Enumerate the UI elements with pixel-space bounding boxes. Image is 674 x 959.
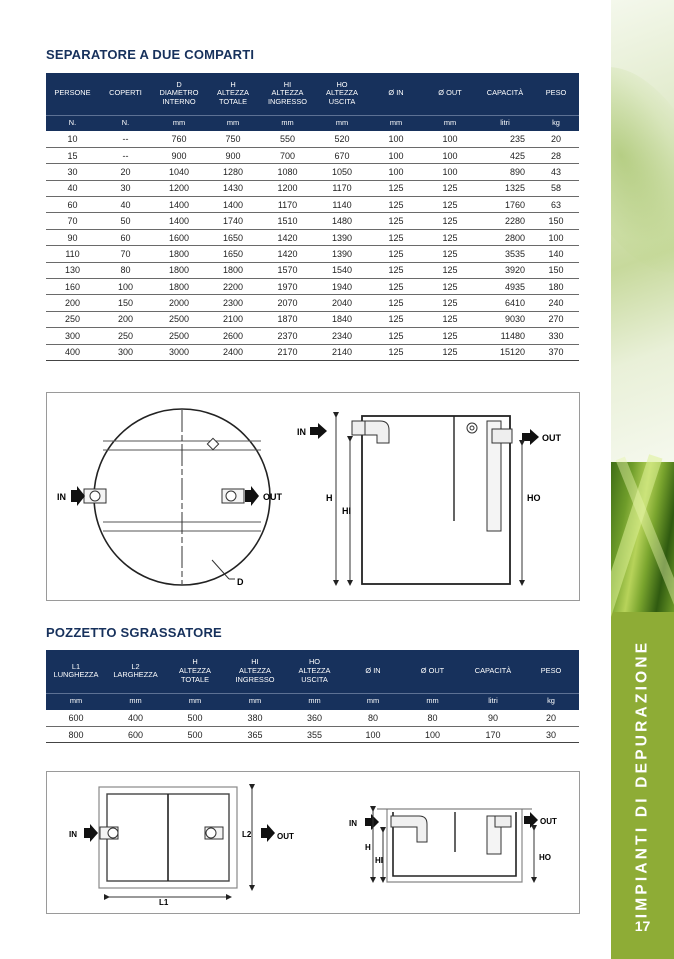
table-cell: 125 (369, 262, 423, 278)
table-cell: 1840 (315, 311, 369, 327)
section-ho-label: HO (527, 493, 541, 503)
table-row (46, 328, 579, 344)
table-cell: 1800 (152, 279, 206, 295)
table-cell: 100 (423, 131, 477, 147)
table-cell: 125 (369, 197, 423, 213)
sep-header-6: Ø IN (369, 73, 423, 115)
pozzetto-hi-label: HI (375, 856, 383, 865)
table-row (46, 726, 579, 742)
table-cell: 2800 (477, 229, 533, 245)
table-cell: 550 (260, 131, 315, 147)
table-cell: 370 (533, 344, 579, 360)
table-cell: 11480 (477, 328, 533, 344)
table-cell: 125 (369, 328, 423, 344)
table-cell: 125 (423, 279, 477, 295)
poz-unit-8: kg (523, 693, 579, 710)
table-cell: 9030 (477, 311, 533, 327)
table-cell: 2070 (260, 295, 315, 311)
table-cell: 40 (99, 197, 152, 213)
table-cell: 100 (533, 229, 579, 245)
sep-header-1: COPERTI (99, 73, 152, 115)
table-row (46, 197, 579, 213)
poz-header-0: L1 LUNGHEZZA (46, 650, 106, 693)
sep-unit-4: mm (260, 115, 315, 131)
table-cell: 1390 (315, 246, 369, 262)
section-h-label: H (326, 493, 333, 503)
table-cell: 3920 (477, 262, 533, 278)
page-number: 17 (634, 918, 651, 934)
table-cell: 2040 (315, 295, 369, 311)
table-cell: 1570 (260, 262, 315, 278)
table-cell: 125 (369, 246, 423, 262)
table-cell: 125 (423, 213, 477, 229)
pozzetto-plan-in-label: IN (69, 830, 77, 839)
sep-header-7: Ø OUT (423, 73, 477, 115)
table-cell: 58 (533, 180, 579, 196)
table-cell: 1650 (206, 229, 260, 245)
table-cell: 2500 (152, 328, 206, 344)
table-cell: 425 (477, 147, 533, 163)
table-cell: 1600 (152, 229, 206, 245)
poz-unit-0: mm (46, 693, 106, 710)
table-cell: 800 (46, 726, 106, 742)
table-cell: 70 (99, 246, 152, 262)
table-cell: 125 (369, 213, 423, 229)
table-cell: 125 (423, 197, 477, 213)
table-cell: 100 (423, 147, 477, 163)
table-cell: 1400 (152, 197, 206, 213)
plan-out-label: OUT (263, 492, 282, 502)
section-out-label: OUT (542, 433, 561, 443)
table-cell: 125 (423, 344, 477, 360)
table-row (46, 131, 579, 147)
table-cell: 365 (225, 726, 285, 742)
table-cell: 80 (99, 262, 152, 278)
table-cell: 170 (463, 726, 523, 742)
table-cell: 500 (165, 710, 225, 726)
table-row (46, 213, 579, 229)
table-cell: 355 (285, 726, 344, 742)
sep-unit-8: litri (477, 115, 533, 131)
table-cell: 1420 (260, 246, 315, 262)
pozzetto-units-row (46, 693, 579, 710)
table-cell: 1280 (206, 164, 260, 180)
table-cell: 1400 (206, 197, 260, 213)
table-cell: 140 (533, 246, 579, 262)
table-cell: 240 (533, 295, 579, 311)
table-cell: 1325 (477, 180, 533, 196)
section-hi-label: HI (342, 506, 351, 516)
table-cell: 200 (99, 311, 152, 327)
pozzetto-body (46, 710, 579, 743)
poz-header-8: PESO (523, 650, 579, 693)
table-cell: 2170 (260, 344, 315, 360)
poz-unit-7: litri (463, 693, 523, 710)
table-cell: 1650 (206, 246, 260, 262)
sep-header-2: D DIAMETRO INTERNO (152, 73, 206, 115)
separatore-drawing (47, 393, 579, 600)
table-cell: 130 (46, 262, 99, 278)
sep-unit-7: mm (423, 115, 477, 131)
table-row (46, 295, 579, 311)
poz-header-6: Ø OUT (402, 650, 463, 693)
table-cell: 100 (344, 726, 402, 742)
section-in-label: IN (297, 427, 306, 437)
sep-header-0: PERSONE (46, 73, 99, 115)
sep-unit-9: kg (533, 115, 579, 131)
table-cell: 43 (533, 164, 579, 180)
table-cell: 750 (206, 131, 260, 147)
table-cell: 125 (423, 311, 477, 327)
table-cell: 150 (533, 213, 579, 229)
table-cell: 160 (46, 279, 99, 295)
table-cell: 2000 (152, 295, 206, 311)
table-cell: 1970 (260, 279, 315, 295)
poz-header-7: CAPACITÀ (463, 650, 523, 693)
poz-unit-1: mm (106, 693, 165, 710)
sep-unit-2: mm (152, 115, 206, 131)
table-cell: 10 (46, 131, 99, 147)
table-row (46, 279, 579, 295)
poz-unit-6: mm (402, 693, 463, 710)
pozzetto-section-in-arrow-icon (365, 814, 379, 830)
pozzetto-section-in-label: IN (349, 819, 357, 828)
table-cell: 360 (285, 710, 344, 726)
table-cell: 1740 (206, 213, 260, 229)
separatore-body (46, 131, 579, 360)
plan-in-label: IN (57, 492, 66, 502)
table-cell: 125 (369, 295, 423, 311)
table-cell: 125 (369, 279, 423, 295)
sep-unit-0: N. (46, 115, 99, 131)
sep-unit-6: mm (369, 115, 423, 131)
table-cell: 100 (369, 164, 423, 180)
sep-header-4: HI ALTEZZA INGRESSO (260, 73, 315, 115)
table-cell: 1200 (152, 180, 206, 196)
table-cell: 125 (369, 344, 423, 360)
pozzetto-drawing (47, 772, 579, 913)
table-cell: 40 (46, 180, 99, 196)
table-cell: 900 (206, 147, 260, 163)
table-cell: 125 (423, 295, 477, 311)
table-cell: 20 (99, 164, 152, 180)
table-cell: 1040 (152, 164, 206, 180)
table-cell: 30 (46, 164, 99, 180)
table-cell: 380 (225, 710, 285, 726)
pozzetto-l1-label: L1 (159, 898, 169, 907)
table-cell: 90 (463, 710, 523, 726)
table-cell: 1800 (152, 262, 206, 278)
leaf-photo-top (611, 0, 674, 470)
table-cell: 2340 (315, 328, 369, 344)
table-cell: 1420 (260, 229, 315, 245)
table-cell: 600 (46, 710, 106, 726)
table-cell: 60 (46, 197, 99, 213)
poz-header-2: H ALTEZZA TOTALE (165, 650, 225, 693)
table-cell: 300 (46, 328, 99, 344)
table-cell: 100 (423, 164, 477, 180)
table-cell: 125 (423, 246, 477, 262)
sep-unit-3: mm (206, 115, 260, 131)
sep-header-9: PESO (533, 73, 579, 115)
poz-header-3: HI ALTEZZA INGRESSO (225, 650, 285, 693)
table-cell: 2300 (206, 295, 260, 311)
table-cell: 30 (99, 180, 152, 196)
table-cell: 2600 (206, 328, 260, 344)
table-cell: 1390 (315, 229, 369, 245)
pozzetto-in-arrow-icon (84, 824, 98, 842)
table-cell: 520 (315, 131, 369, 147)
in-arrow-icon (71, 486, 85, 506)
separatore-table (46, 73, 579, 361)
table-cell: 125 (369, 229, 423, 245)
separatore-units-row (46, 115, 579, 131)
table-cell: 90 (46, 229, 99, 245)
table-cell: 30 (523, 726, 579, 742)
pozzetto-ho-label: HO (539, 853, 551, 862)
table-row (46, 246, 579, 262)
table-cell: 28 (533, 147, 579, 163)
poz-unit-5: mm (344, 693, 402, 710)
table-cell: 250 (46, 311, 99, 327)
table-cell: -- (99, 147, 152, 163)
table-cell: 2400 (206, 344, 260, 360)
table-cell: 270 (533, 311, 579, 327)
table-cell: 200 (46, 295, 99, 311)
table-row (46, 164, 579, 180)
table-cell: 180 (533, 279, 579, 295)
table-cell: 2500 (152, 311, 206, 327)
sidebar-title (611, 639, 674, 918)
table-cell: 63 (533, 197, 579, 213)
table-cell: 125 (369, 180, 423, 196)
table-cell: 1760 (477, 197, 533, 213)
separatore-header-row (46, 73, 579, 115)
table-row (46, 311, 579, 327)
pozzetto-table (46, 650, 579, 743)
table-cell: 20 (523, 710, 579, 726)
poz-header-4: HO ALTEZZA USCITA (285, 650, 344, 693)
sep-header-3: H ALTEZZA TOTALE (206, 73, 260, 115)
table-cell: 125 (423, 262, 477, 278)
table-cell: 670 (315, 147, 369, 163)
table-cell: 3535 (477, 246, 533, 262)
table-cell: 1540 (315, 262, 369, 278)
plan-d-label: D (237, 577, 244, 587)
table-cell: 2100 (206, 311, 260, 327)
section-out-arrow-icon (522, 429, 539, 445)
table-cell: 1480 (315, 213, 369, 229)
poz-header-5: Ø IN (344, 650, 402, 693)
table-cell: 150 (533, 262, 579, 278)
table-cell: 1940 (315, 279, 369, 295)
pozzetto-out-arrow-icon (261, 824, 275, 842)
separatore-diagram (46, 392, 580, 601)
table-cell: 900 (152, 147, 206, 163)
table-cell: 1170 (315, 180, 369, 196)
poz-unit-2: mm (165, 693, 225, 710)
table-cell: 250 (99, 328, 152, 344)
table-cell: 1510 (260, 213, 315, 229)
table-cell: 100 (369, 147, 423, 163)
table-cell: 330 (533, 328, 579, 344)
pozzetto-plan-out-label: OUT (277, 832, 294, 841)
table-cell: 235 (477, 131, 533, 147)
sidebar-title-text: IMPIANTI DI DEPURAZIONE (633, 639, 651, 918)
table-cell: 1430 (206, 180, 260, 196)
table-cell: 2200 (206, 279, 260, 295)
poz-unit-4: mm (285, 693, 344, 710)
table-cell: 110 (46, 246, 99, 262)
table-cell: 150 (99, 295, 152, 311)
section-in-arrow-icon (310, 423, 327, 439)
table-cell: 1800 (206, 262, 260, 278)
leaf-photo-middle (611, 462, 674, 612)
table-cell: 400 (106, 710, 165, 726)
table-cell: 15120 (477, 344, 533, 360)
table-cell: 80 (402, 710, 463, 726)
table-cell: 500 (165, 726, 225, 742)
table-cell: 1800 (152, 246, 206, 262)
pozzetto-diagram (46, 771, 580, 914)
table-cell: 100 (99, 279, 152, 295)
sep-header-8: CAPACITÀ (477, 73, 533, 115)
table-cell: -- (99, 131, 152, 147)
poz-header-1: L2 LARGHEZZA (106, 650, 165, 693)
pozzetto-section-out-label: OUT (540, 817, 557, 826)
table-cell: 300 (99, 344, 152, 360)
table-cell: 60 (99, 229, 152, 245)
pozzetto-l2-label: L2 (242, 830, 252, 839)
table-cell: 600 (106, 726, 165, 742)
pozzetto-h-label: H (365, 843, 371, 852)
out-arrow-icon (245, 486, 259, 506)
table-cell: 125 (423, 328, 477, 344)
table-cell: 400 (46, 344, 99, 360)
table-cell: 2370 (260, 328, 315, 344)
table-row (46, 147, 579, 163)
table-cell: 2280 (477, 213, 533, 229)
table-cell: 4935 (477, 279, 533, 295)
table-cell: 50 (99, 213, 152, 229)
pozzetto-header-row (46, 650, 579, 693)
table-cell: 1170 (260, 197, 315, 213)
sep-unit-5: mm (315, 115, 369, 131)
pozzetto-section-out-arrow-icon (524, 812, 538, 828)
table-cell: 3000 (152, 344, 206, 360)
table-cell: 70 (46, 213, 99, 229)
table-cell: 20 (533, 131, 579, 147)
table-cell: 760 (152, 131, 206, 147)
table-row (46, 710, 579, 726)
table-cell: 1080 (260, 164, 315, 180)
poz-unit-3: mm (225, 693, 285, 710)
table-row (46, 180, 579, 196)
table-cell: 6410 (477, 295, 533, 311)
table-cell: 100 (402, 726, 463, 742)
pozzetto-title: POZZETTO SGRASSATORE (46, 625, 222, 640)
table-cell: 2140 (315, 344, 369, 360)
table-row (46, 344, 579, 360)
table-row (46, 229, 579, 245)
table-cell: 1050 (315, 164, 369, 180)
table-cell: 1870 (260, 311, 315, 327)
table-cell: 15 (46, 147, 99, 163)
table-cell: 1400 (152, 213, 206, 229)
table-cell: 125 (369, 311, 423, 327)
table-cell: 890 (477, 164, 533, 180)
table-cell: 100 (369, 131, 423, 147)
table-cell: 80 (344, 710, 402, 726)
sep-unit-1: N. (99, 115, 152, 131)
table-cell: 700 (260, 147, 315, 163)
separatore-title: SEPARATORE A DUE COMPARTI (46, 47, 255, 62)
table-cell: 125 (423, 180, 477, 196)
sep-header-5: HO ALTEZZA USCITA (315, 73, 369, 115)
table-cell: 125 (423, 229, 477, 245)
table-cell: 1140 (315, 197, 369, 213)
table-row (46, 262, 579, 278)
table-cell: 1200 (260, 180, 315, 196)
